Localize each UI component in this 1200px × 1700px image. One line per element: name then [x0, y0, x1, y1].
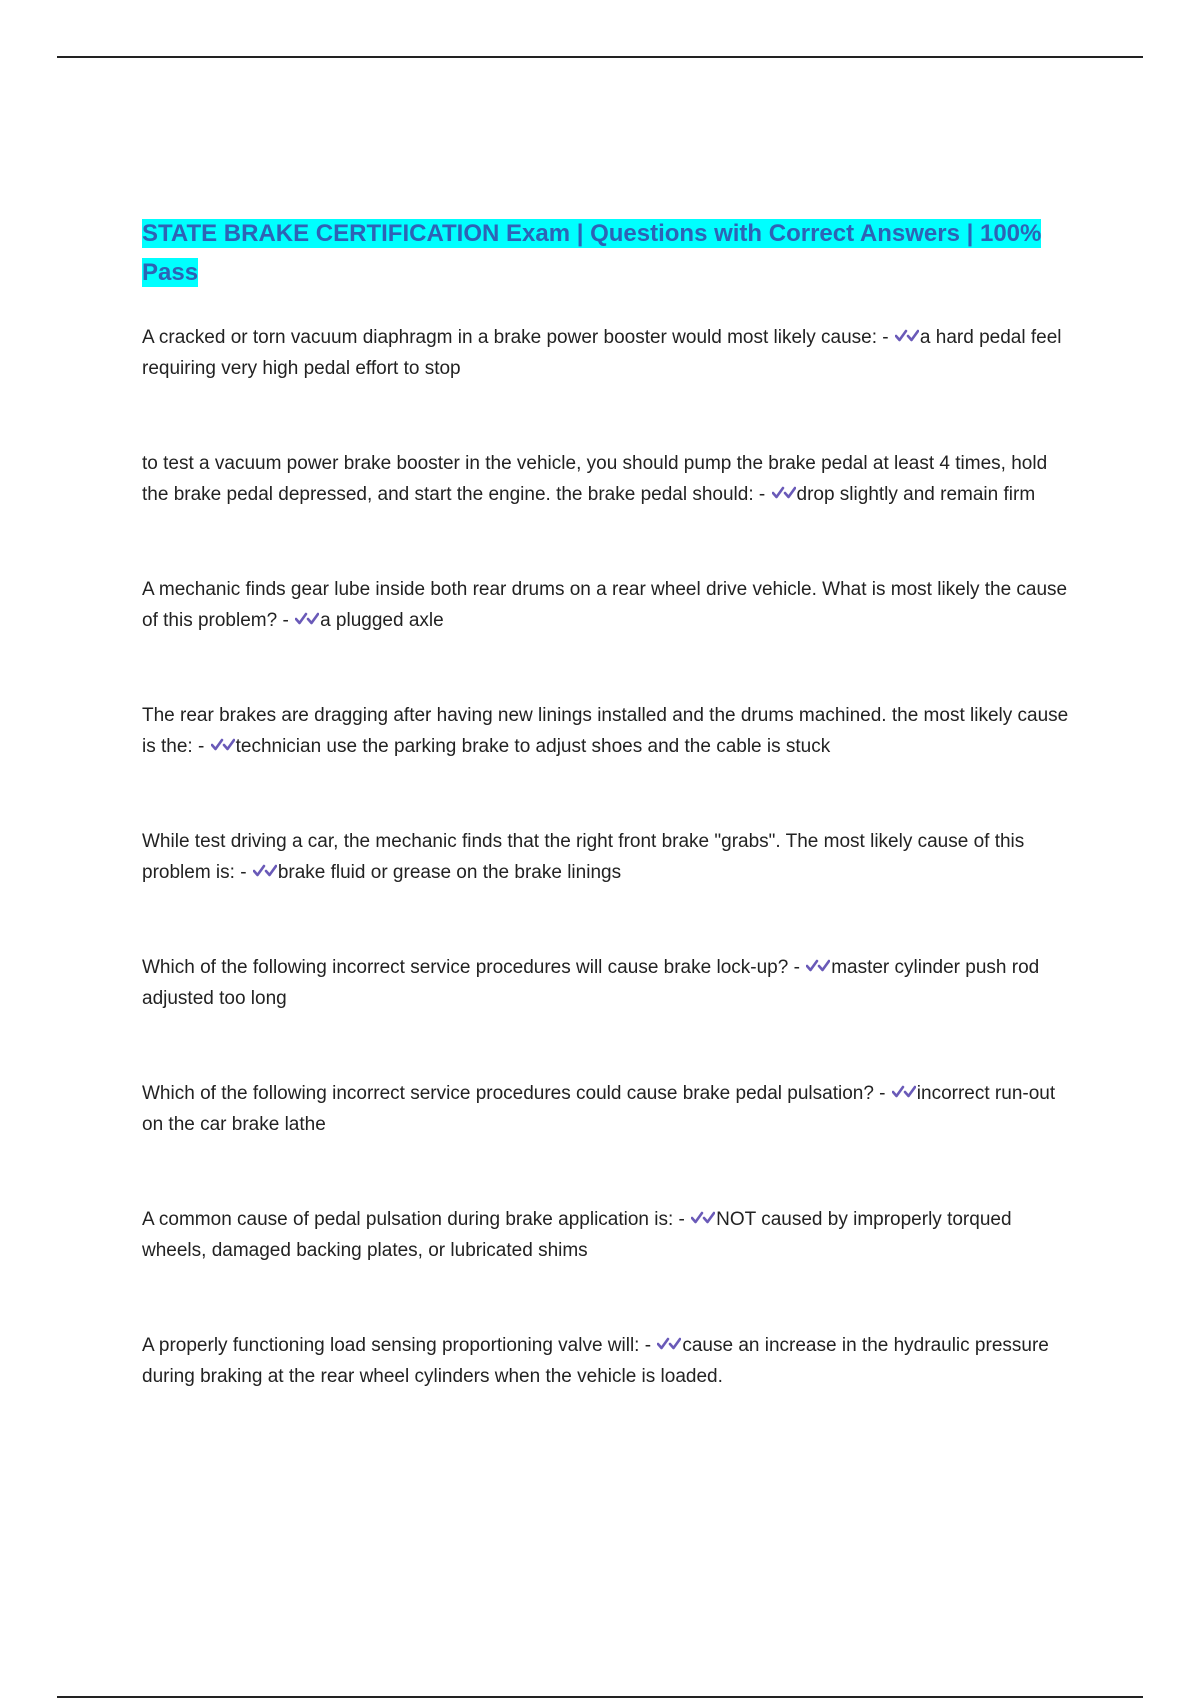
double-check-icon — [211, 736, 235, 754]
separator: - — [788, 957, 806, 978]
question-text: While test driving a car, the mechanic finds that the right front brake "grabs". The most likely cause of this problem is: — [142, 831, 1025, 883]
question-text: The rear brakes are dragging after having new linings installed and the drums machined. the most likely cause is the: — [142, 705, 1069, 757]
answer-text: incorrect run-out on the car brake lathe — [142, 1083, 1056, 1135]
question-text: A cracked or torn vacuum diaphragm in a brake power booster would most likely cause: — [142, 327, 878, 348]
answer-text: NOT caused by improperly torqued wheels, damaged backing plates, or lubricated shims — [142, 1209, 1012, 1261]
title-highlight: STATE BRAKE CERTIFICATION Exam | Questions with Correct Answers | 100% Pass — [142, 220, 1042, 286]
answer-text: a plugged axle — [320, 610, 444, 631]
qa-item — [142, 952, 1072, 1014]
answer-text: cause an increase in the hydraulic pressure during braking at the rear wheel cylinders when the vehicle is loaded. — [142, 1335, 1049, 1387]
question-text: A common cause of pedal pulsation during brake application is: — [142, 1209, 674, 1230]
double-check-icon — [892, 1083, 916, 1101]
question-text: to test a vacuum power brake booster in the vehicle, you should pump the brake pedal at least 4 times, hold the brake pedal depressed, and start the engine. the brake pedal should: — [142, 453, 1048, 505]
question-text: A properly functioning load sensing proportioning valve will: — [142, 1335, 640, 1356]
separator: - — [234, 862, 252, 883]
separator: - — [192, 736, 210, 757]
question-text: Which of the following incorrect service procedures could cause brake pedal pulsation? — [142, 1083, 874, 1104]
separator: - — [877, 327, 894, 348]
separator: - — [639, 1335, 657, 1356]
document-title — [142, 214, 1072, 292]
qa-item — [142, 322, 1072, 384]
answer-text: master cylinder push rod adjusted too long — [142, 957, 1040, 1009]
double-check-icon — [657, 1335, 681, 1353]
double-check-icon — [253, 862, 277, 880]
double-check-icon — [691, 1209, 715, 1227]
qa-item — [142, 574, 1072, 636]
qa-item — [142, 1204, 1072, 1266]
double-check-icon — [806, 957, 830, 975]
separator: - — [673, 1209, 691, 1230]
double-check-icon — [772, 484, 796, 502]
separator: - — [277, 610, 295, 631]
separator: - — [873, 1083, 891, 1104]
answer-text: brake fluid or grease on the brake linings — [277, 862, 622, 883]
question-text: A mechanic finds gear lube inside both rear drums on a rear wheel drive vehicle. What is most likely the cause of this problem? — [142, 579, 1068, 631]
answer-text: drop slightly and remain firm — [796, 484, 1036, 505]
document-body — [142, 214, 1072, 1456]
qa-item — [142, 1330, 1072, 1392]
answer-text: a hard pedal feel requiring very high pedal effort to stop — [142, 327, 1062, 379]
double-check-icon — [295, 610, 319, 628]
double-check-icon — [895, 327, 919, 345]
separator: - — [753, 484, 771, 505]
answer-text: technician use the parking brake to adjust shoes and the cable is stuck — [235, 736, 831, 757]
qa-item — [142, 448, 1072, 510]
bottom-rule — [57, 1696, 1143, 1698]
qa-item — [142, 826, 1072, 888]
qa-item — [142, 1078, 1072, 1140]
qa-list — [142, 322, 1072, 1392]
top-rule — [57, 56, 1143, 58]
qa-item — [142, 700, 1072, 762]
question-text: Which of the following incorrect service procedures will cause brake lock-up? — [142, 957, 789, 978]
